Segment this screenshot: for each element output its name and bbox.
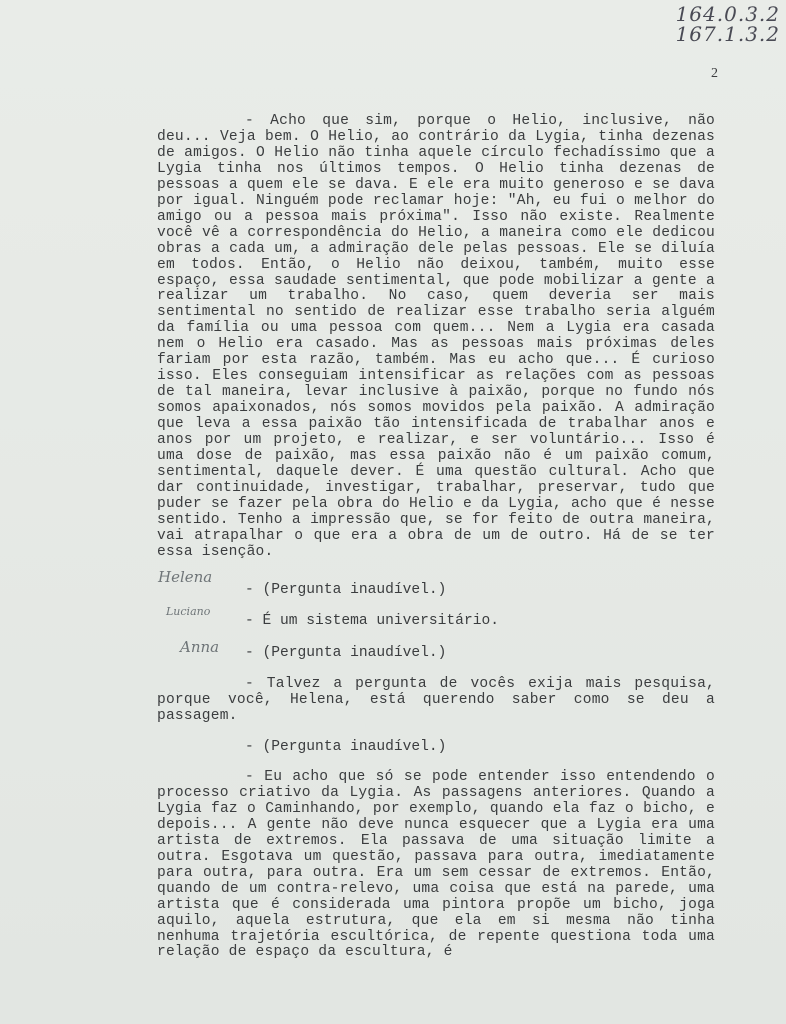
page-number: 2 <box>711 66 718 81</box>
handwritten-reference-2: 167.1.3.2 <box>675 22 780 46</box>
speaker-annotation-luciano: Luciano <box>166 605 211 618</box>
answer-line-2: - É um sistema universitário. <box>245 613 499 629</box>
speaker-annotation-helena: Helena <box>158 568 213 586</box>
question-line-3: - (Pergunta inaudível.) <box>245 645 447 661</box>
question-line-1: - (Pergunta inaudível.) <box>245 582 447 598</box>
handwritten-reference-1: 164.0.3.2 <box>675 2 780 26</box>
paragraph-1: - Acho que sim, porque o Helio, inclusive, não deu... Veja bem. O Helio, ao contrário da Lygia, tinha dezenas de amigos. O Helio não tinha aquele círculo fechadíssimo que a Lygia tinha nos últimos tempos. O Helio tinha dezenas de pessoas a quem ele se dava. E ele era muito generoso e se dava por igual. Ninguém pode reclamar hoje: "Ah, eu fui o melhor do amigo ou a pessoa mais próxima". Isso não existe. Realmente você vê a correspondência do Helio, a maneira como ele dedicou obras a cada um, a admiração dele pelas pessoas. Ele se diluía em todos. Então, o Helio não deixou, também, muito esse espaço, essa saudade sentimental, que pode mobilizar a gente a realizar um trabalho. No caso, quem deveria ser mais sentimental no sentido de realizar esse trabalho seria alguém da família ou uma pessoa com quem... Nem a Lygia era casada nem o Helio era casado. Mas as pessoas mais próximas deles fariam por esta razão, também. Mas eu acho que... É curioso isso. Eles conseguiam intensificar as relações com as pessoas de tal maneira, levar inclusive à paixão, porque no fundo nós somos apaixonados, nós somos movidos pela paixão. A admiração que leva a essa paixão tão intensificada de trabalhar anos e anos por um projeto, e realizar, e ser voluntário... Isso é uma dose de paixão, mas essa paixão não é um paixão comum, sentimental, daquele dever. É uma questão cultural. Acho que dar continuidade, investigar, trabalhar, preservar, tudo que puder se fazer pela obra do Helio e da Lygia, acho que é nesse sentido. Tenho a impressão que, se for feito de outra maneira, vai atrapalhar o que era a obra de um de outro. Há de se ter essa isenção. <box>157 113 715 560</box>
speaker-annotation-anna: Anna <box>180 638 220 656</box>
question-line-4: - (Pergunta inaudível.) <box>245 739 447 755</box>
paragraph-3: - Eu acho que só se pode entender isso entendendo o processo criativo da Lygia. As passagens anteriores. Quando a Lygia faz o Caminhando, por exemplo, quando ela faz o bicho, e depois... A gente não deve nunca esquecer que a Lygia era uma artista de extremos. Ela passava de uma situação limite a outra. Esgotava um questão, passava para outra, imediatamente para outra, para outra. Era um sem cessar de extremos. Então, quando de um contra-relevo, uma coisa que está na parede, uma artista que é considerada uma pintora propõe um bicho, joga aquilo, aquela estrutura, que ela em si mesma não tinha nenhuma trajetória escultórica, de repente questiona toda uma relação de espaço da escultura, é <box>157 769 715 961</box>
paragraph-2: - Talvez a pergunta de vocês exija mais pesquisa, porque você, Helena, está querendo saber como se deu a passagem. <box>157 676 715 724</box>
